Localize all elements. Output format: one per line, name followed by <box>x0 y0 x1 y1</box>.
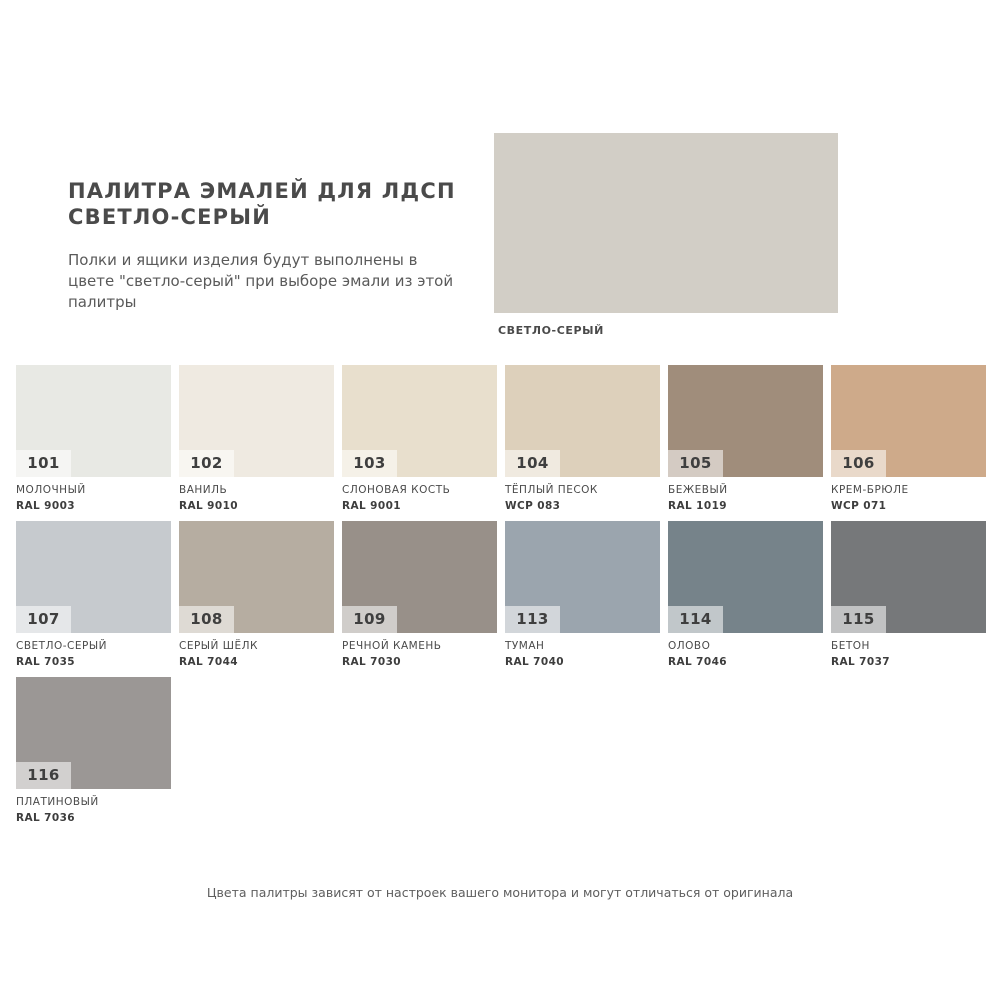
swatch-code: WCP 071 <box>831 500 887 512</box>
swatch-code: RAL 1019 <box>668 500 727 512</box>
swatch-number: 113 <box>505 606 560 633</box>
swatch-number: 106 <box>831 450 886 477</box>
swatch-cell[interactable] <box>16 365 171 512</box>
swatch-color <box>831 365 986 477</box>
swatch-row <box>16 677 984 824</box>
swatch-name: БЕЖЕВЫЙ <box>668 484 728 496</box>
swatch-row <box>16 365 984 512</box>
swatch-color <box>831 521 986 633</box>
swatch-cell[interactable] <box>342 365 497 512</box>
swatch-name: ТЁПЛЫЙ ПЕСОК <box>505 484 598 496</box>
swatch-number: 103 <box>342 450 397 477</box>
swatch-color <box>179 365 334 477</box>
palette-header <box>0 0 1000 360</box>
swatch-number: 116 <box>16 762 71 789</box>
swatch-code: RAL 7030 <box>342 656 401 668</box>
swatch-name: КРЕМ-БРЮЛЕ <box>831 484 909 496</box>
swatch-color <box>668 521 823 633</box>
swatch-number: 102 <box>179 450 234 477</box>
page-subtitle: Полки и ящики изделия будут выполнены в цвете "светло-серый" при выборе эмали из этой палитры <box>68 251 454 311</box>
swatch-code: RAL 9003 <box>16 500 75 512</box>
swatch-cell[interactable] <box>505 521 660 668</box>
swatch-row <box>16 521 984 668</box>
swatch-code: WCP 083 <box>505 500 561 512</box>
swatch-cell[interactable] <box>179 365 334 512</box>
swatch-number: 107 <box>16 606 71 633</box>
swatch-color <box>342 521 497 633</box>
swatch-cell[interactable] <box>831 365 986 512</box>
swatch-number: 101 <box>16 450 71 477</box>
swatch-name: ПЛАТИНОВЫЙ <box>16 796 99 808</box>
swatch-cell[interactable] <box>16 677 171 824</box>
disclaimer-note: Цвета палитры зависят от настроек вашего монитора и могут отличаться от оригинала <box>206 885 794 900</box>
swatch-number: 104 <box>505 450 560 477</box>
swatch-name: ТУМАН <box>505 640 545 652</box>
swatch-code: RAL 7040 <box>505 656 564 668</box>
swatch-number: 108 <box>179 606 234 633</box>
swatch-code: RAL 7046 <box>668 656 727 668</box>
swatch-color <box>505 365 660 477</box>
swatch-name: СЕРЫЙ ШЁЛК <box>179 640 258 652</box>
swatch-color <box>668 365 823 477</box>
swatch-cell[interactable] <box>505 365 660 512</box>
swatch-number: 115 <box>831 606 886 633</box>
swatch-color <box>505 521 660 633</box>
swatch-number: 109 <box>342 606 397 633</box>
swatch-cell[interactable] <box>668 521 823 668</box>
swatch-color <box>16 677 171 789</box>
swatch-name: СЛОНОВАЯ КОСТЬ <box>342 484 451 496</box>
swatch-color <box>342 365 497 477</box>
swatch-number: 114 <box>668 606 723 633</box>
swatch-number: 105 <box>668 450 723 477</box>
swatch-code: RAL 9001 <box>342 500 401 512</box>
swatch-name: МОЛОЧНЫЙ <box>16 484 86 496</box>
swatch-cell[interactable] <box>16 521 171 668</box>
swatch-cell[interactable] <box>342 521 497 668</box>
swatch-grid <box>16 365 984 833</box>
swatch-color <box>16 521 171 633</box>
hero-swatch-label: СВЕТЛО-СЕРЫЙ <box>498 324 604 337</box>
page-title: ПАЛИТРА ЭМАЛЕЙ ДЛЯ ЛДСП СВЕТЛО-СЕРЫЙ <box>68 179 456 229</box>
swatch-code: RAL 9010 <box>179 500 238 512</box>
hero-swatch <box>494 133 838 313</box>
swatch-name: СВЕТЛО-СЕРЫЙ <box>16 640 107 652</box>
swatch-cell[interactable] <box>831 521 986 668</box>
swatch-code: RAL 7036 <box>16 812 75 824</box>
swatch-cell[interactable] <box>668 365 823 512</box>
swatch-name: ВАНИЛЬ <box>179 484 228 496</box>
swatch-code: RAL 7035 <box>16 656 75 668</box>
swatch-cell[interactable] <box>179 521 334 668</box>
swatch-color <box>179 521 334 633</box>
swatch-name: ОЛОВО <box>668 640 711 652</box>
swatch-code: RAL 7044 <box>179 656 238 668</box>
swatch-name: БЕТОН <box>831 640 870 652</box>
swatch-code: RAL 7037 <box>831 656 890 668</box>
swatch-name: РЕЧНОЙ КАМЕНЬ <box>342 640 442 652</box>
swatch-color <box>16 365 171 477</box>
